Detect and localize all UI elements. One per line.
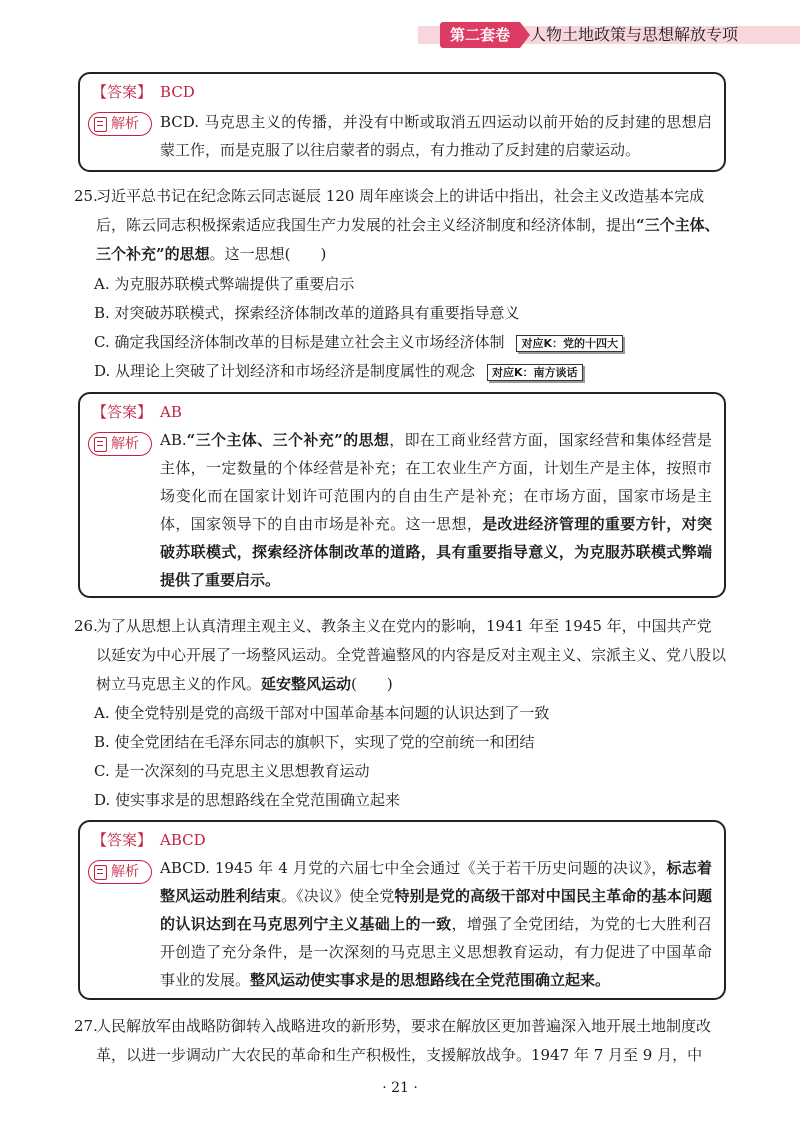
option-a: A. 使全党特别是党的高级干部对中国革命基本问题的认识达到了一致 <box>94 704 550 722</box>
answer-value: BCD <box>160 83 195 101</box>
option-d: D. 使实事求是的思想路线在全党范围确立起来 <box>94 791 401 809</box>
explanation-text: BCD. 马克思主义的传播，并没有中断或取消五四运动以前开始的反封建的思想启蒙工作，而是克服了以往启蒙者的弱点，有力推动了反封建的启蒙运动。 <box>160 113 712 159</box>
answer-label: 【答案】 <box>92 403 153 421</box>
answer-box-25 <box>78 392 726 598</box>
question-number: 25. <box>74 187 98 205</box>
explanation-badge: 解析 <box>88 432 152 456</box>
answer-box-26 <box>78 820 726 1000</box>
question-stem: 习近平总书记在纪念陈云同志诞辰 120 周年座谈会上的讲话中指出，社会主义改造基本完成后，陈云同志积极探索适应我国生产力发展的社会主义经济制度和经济体制，提出“三个主体、三个补充”的思想。这一思想( ) <box>96 187 720 263</box>
explanation-text: AB.“三个主体、三个补充”的思想，即在工商业经营方面，国家经营和集体经营是主体，一定数量的个体经营是补充；在工农业生产方面，计划生产是主体，按照市场变化而在国家计划许可范围内的自由生产是补充；在市场方面，国家市场是主体，国家领导下的自由市场是补充。这一思想，是改进经济管理的重要方针，对突破苏联模式，探索经济体制改革的道路，具有重要指导意义，为克服苏联模式弊端提供了重要启示。 <box>160 431 712 589</box>
explanation-badge: 解析 <box>88 112 152 136</box>
document-icon <box>94 437 107 452</box>
document-icon <box>94 865 107 880</box>
option-d: D. 从理论上突破了计划经济和市场经济是制度属性的观念 对应K：南方谈话 <box>94 357 583 386</box>
document-icon <box>94 117 107 132</box>
answer-value: ABCD <box>160 831 206 849</box>
question-number: 27. <box>74 1017 98 1035</box>
question-stem: 为了从思想上认真清理主观主义、教条主义在党内的影响，1941 年至 1945 年，中国共产党以延安为中心开展了一场整风运动。全党普遍整风的内容是反对主观主义、宗派主义、党八股以树立马克思主义的作风。延安整风运动( ) <box>96 617 727 693</box>
option-c: C. 是一次深刻的马克思主义思想教育运动 <box>94 762 370 780</box>
knowledge-tag: 对应K：南方谈话 <box>487 364 583 381</box>
explanation-text: ABCD. 1945 年 4 月党的六届七中全会通过《关于若干历史问题的决议》，标志着整风运动胜利结束。《决议》使全党特别是党的高级干部对中国民主革命的基本问题的认识达到在马克思列宁主义基础上的一致，增强了全党团结，为党的七大胜利召开创造了充分条件，是一次深刻的马克思主义思想教育运动，有力促进了中国革命事业的发展。整风运动使实事求是的思想路线在全党范围确立起来。 <box>160 859 712 989</box>
question-27 <box>76 1012 726 1070</box>
option-a: A. 为克服苏联模式弊端提供了重要启示 <box>94 275 355 293</box>
header-title: 人物土地政策与思想解放专项 <box>530 25 739 44</box>
question-26 <box>76 612 726 699</box>
header-tag: 第二套卷 <box>440 22 520 48</box>
answer-box-24 <box>78 72 726 172</box>
answer-value: AB <box>160 403 182 421</box>
question-stem: 人民解放军由战略防御转入战略进攻的新形势，要求在解放区更加普遍深入地开展土地制度改革，以进一步调动广大农民的革命和生产积极性，支援解放战争。1947 年 7 月至 9 月，中 <box>96 1017 712 1064</box>
knowledge-tag: 对应K：党的十四大 <box>516 335 623 352</box>
answer-label: 【答案】 <box>92 83 153 101</box>
question-25 <box>76 182 726 269</box>
page-number: · 21 · <box>382 1080 418 1096</box>
explanation-badge: 解析 <box>88 860 152 884</box>
page-header <box>0 0 800 54</box>
question-number: 26. <box>74 617 98 635</box>
option-b: B. 对突破苏联模式，探索经济体制改革的道路具有重要指导意义 <box>94 304 520 322</box>
answer-label: 【答案】 <box>92 831 153 849</box>
option-b: B. 使全党团结在毛泽东同志的旗帜下，实现了党的空前统一和团结 <box>94 733 535 751</box>
option-c: C. 确定我国经济体制改革的目标是建立社会主义市场经济体制 对应K：党的十四大 <box>94 328 623 357</box>
